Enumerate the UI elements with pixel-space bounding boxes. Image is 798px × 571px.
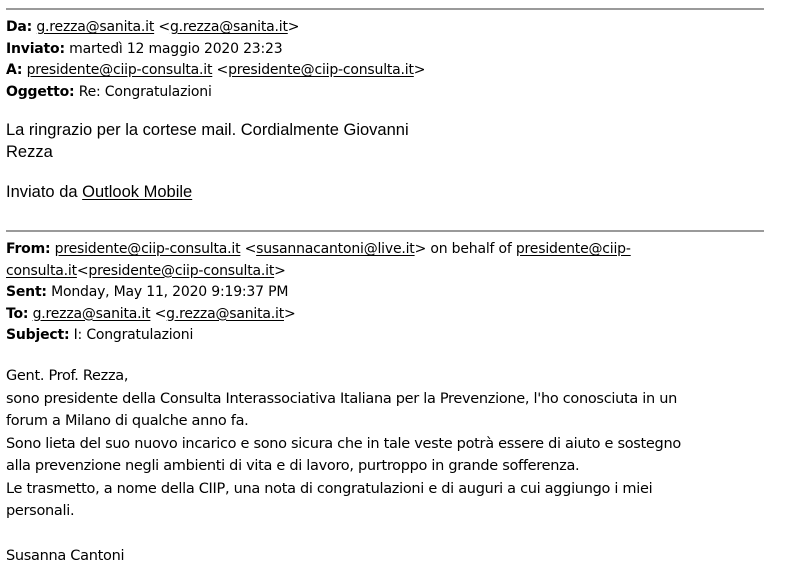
original-separator — [6, 230, 764, 232]
original-body-line: Gent. Prof. Rezza, — [6, 368, 129, 384]
reply-from-row: Da: g.rezza@sanita.it <g.rezza@sanita.it> — [6, 19, 300, 35]
reply-sent-value: martedì 12 maggio 2020 23:23 — [69, 40, 283, 57]
original-body — [6, 365, 766, 523]
original-body-line: personali. — [6, 503, 75, 519]
original-to-bracket-link[interactable]: g.rezza@sanita.it — [166, 305, 284, 322]
reply-sent-row — [6, 39, 766, 61]
original-sent-row — [6, 282, 766, 304]
original-body-line: Le trasmetto, a nome della CIIP, una nota di congratulazioni e di auguri a cui aggiungo i miei — [6, 480, 653, 497]
reply-subject-row — [6, 82, 766, 104]
original-signature-name: Susanna Cantoni — [6, 548, 125, 564]
original-body-line: forum a Milano di qualche anno fa. — [6, 413, 249, 429]
outlook-mobile-link[interactable]: Outlook Mobile — [82, 183, 193, 201]
reply-to-row: A: presidente@ciip-consulta.it <presidente@ciip-consulta.it> — [6, 62, 426, 78]
original-to-row: To: g.rezza@sanita.it <g.rezza@sanita.it> — [6, 305, 296, 322]
original-signature — [6, 545, 766, 568]
original-to-label: To: — [6, 305, 29, 322]
original-body-line: alla prevenzione negli ambienti di vita e di lavoro, purtroppo in grande sofferenza. — [6, 458, 580, 474]
behalf-text: on behalf of — [430, 241, 512, 257]
original-sent-value: Monday, May 11, 2020 9:19:37 PM — [51, 284, 289, 300]
behalf-link-cont[interactable]: consulta.it — [6, 262, 77, 279]
original-body-line: Sono lieta del suo nuovo incarico e sono sicura che in tale veste potrà essere di aiuto e sostegno — [6, 435, 681, 452]
reply-from-link[interactable]: g.rezza@sanita.it — [36, 19, 155, 35]
original-sender-link[interactable]: susannacantoni@live.it — [256, 241, 415, 257]
reply-to-link[interactable]: presidente@ciip-consulta.it — [26, 62, 213, 78]
reply-subject-value: Re: Congratulazioni — [78, 83, 212, 100]
reply-to-bracket-link[interactable]: presidente@ciip-consulta.it — [228, 62, 414, 78]
reply-body — [6, 120, 766, 163]
reply-signature-prefix: Inviato da — [6, 183, 78, 201]
reply-header — [6, 17, 766, 103]
original-from-row: From: presidente@ciip-consulta.it <susannacantoni@live.it> on behalf of presidente@ciip- — [6, 241, 631, 257]
original-from-label: From: — [6, 241, 51, 257]
top-separator — [6, 8, 764, 10]
original-subject-label: Subject: — [6, 327, 70, 343]
reply-sent-label: Inviato: — [6, 40, 65, 57]
original-from-row-cont: consulta.it<presidente@ciip-consulta.it> — [6, 262, 286, 279]
original-body-line: sono presidente della Consulta Interassociativa Italiana per la Prevenzione, l'ho conosciuta in un — [6, 390, 677, 407]
reply-signature — [6, 182, 766, 204]
reply-from-label: Da: — [6, 19, 33, 35]
behalf-link[interactable]: presidente@ciip- — [515, 241, 631, 257]
reply-from-bracket-link[interactable]: g.rezza@sanita.it — [169, 19, 288, 35]
behalf-bracket-link[interactable]: presidente@ciip-consulta.it — [88, 262, 275, 279]
reply-body-line: Rezza — [6, 142, 53, 161]
original-sent-label: Sent: — [6, 284, 47, 300]
original-to-link[interactable]: g.rezza@sanita.it — [32, 305, 151, 322]
original-from-link[interactable]: presidente@ciip-consulta.it — [54, 241, 241, 257]
original-header — [6, 239, 766, 347]
reply-to-label: A: — [6, 62, 23, 78]
reply-body-line: La ringrazio per la cortese mail. Cordialmente Giovanni — [6, 121, 409, 139]
original-subject-value: I: Congratulazioni — [73, 327, 194, 343]
reply-subject-label: Oggetto: — [6, 83, 75, 100]
original-subject-row — [6, 325, 766, 347]
